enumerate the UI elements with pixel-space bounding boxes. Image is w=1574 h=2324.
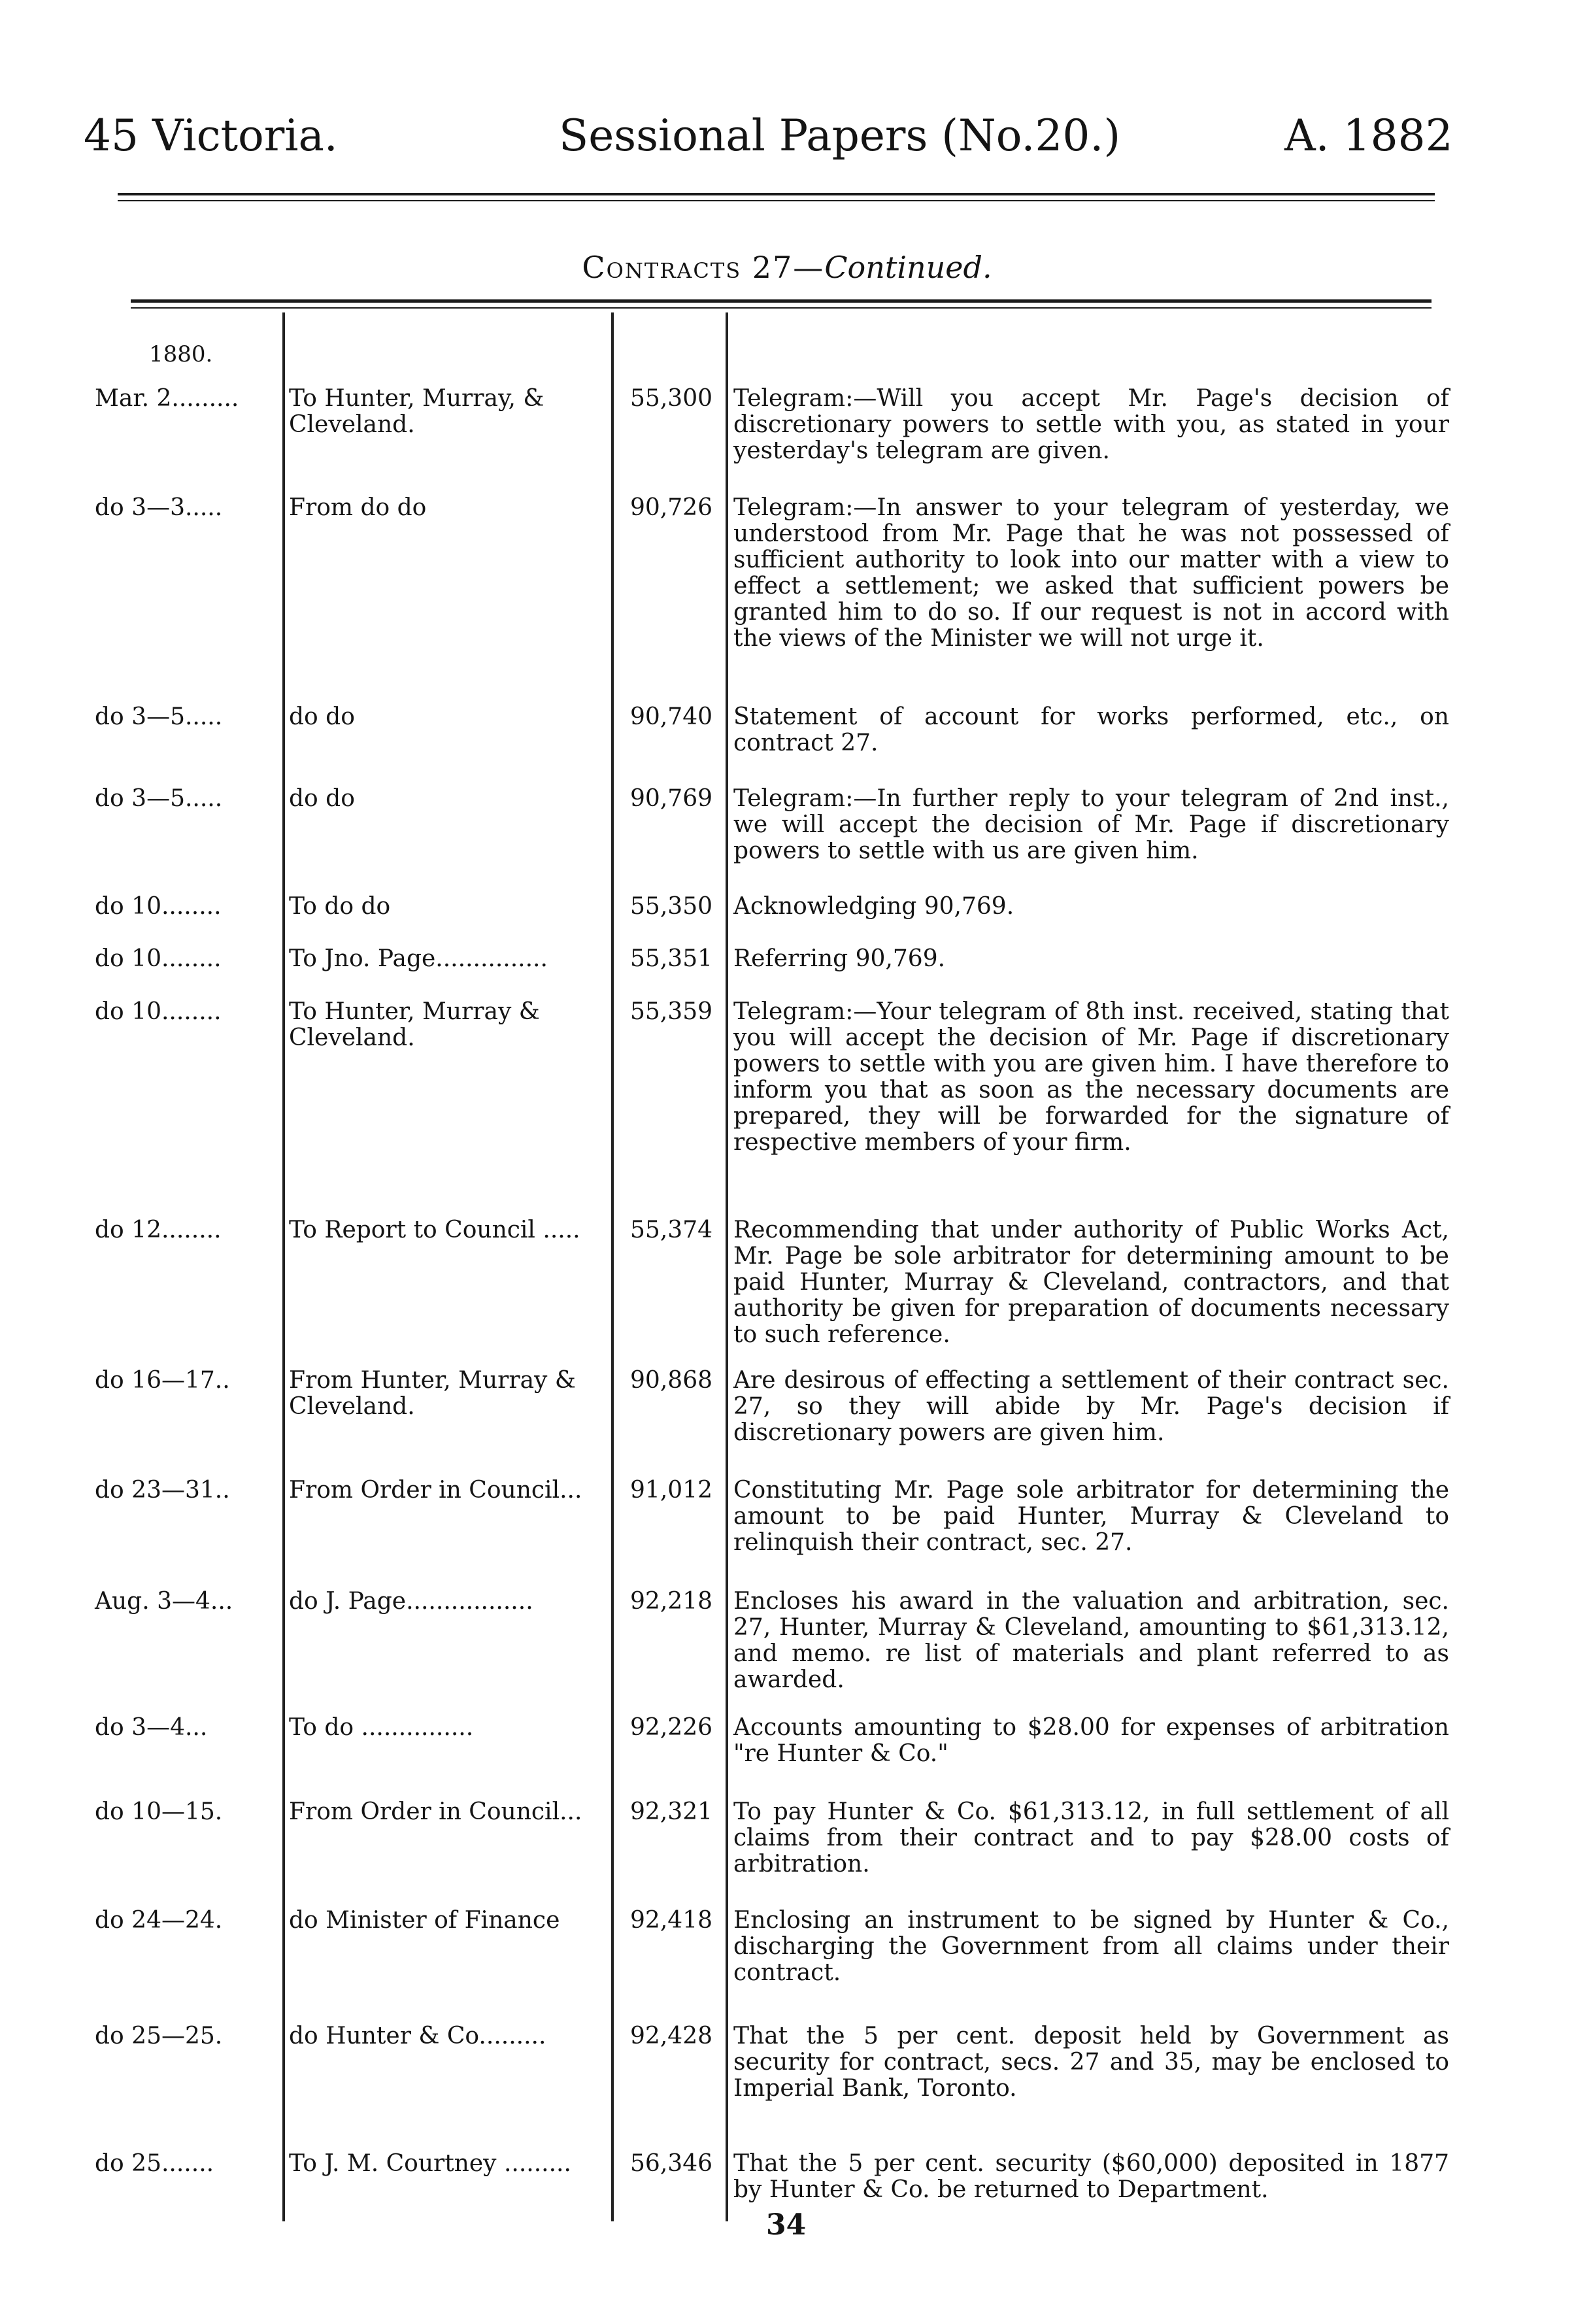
entry-description: Encloses his award in the valuation and arbitration, sec. 27, Hunter, Murray & Cleveland, amounting to $61,313.12, and memo. re list of materials and plant referred to as awarded.: [733, 1588, 1449, 1693]
entry-description: Are desirous of effecting a settlement of their contract sec. 27, so they will abide by Mr. Page's decision if discretionary powers are given him.: [733, 1367, 1449, 1446]
entry-date: do 23—31..: [95, 1477, 230, 1504]
year-label: 1880.: [149, 341, 213, 367]
entry-number: 90,726: [630, 494, 712, 521]
entry-number: 92,218: [630, 1588, 712, 1615]
entry-number: 55,300: [630, 385, 712, 412]
entry-description: Telegram:—Your telegram of 8th inst. received, stating that you will accept the decision of Mr. Page if discretionary powers to settle with you are given him. I have therefore to inform you that as soon as the necessary documents are prepared, they will be forwarded for the signature of respective members of your firm.: [733, 998, 1449, 1156]
entry-date: do 10........: [95, 945, 222, 972]
section-title: [0, 250, 1574, 285]
entry-date: Aug. 3—4...: [95, 1588, 233, 1615]
entry-description: Enclosing an instrument to be signed by Hunter & Co., discharging the Government from all claims under their contract.: [733, 1907, 1449, 1986]
entry-date: do 3—3.....: [95, 494, 223, 521]
entry-date: do 10........: [95, 998, 222, 1025]
entry-date: do 3—4...: [95, 1714, 208, 1741]
entry-date: do 10........: [95, 893, 222, 920]
entry-description: Statement of account for works performed, etc., on contract 27.: [733, 703, 1449, 756]
column-divider-1: [282, 312, 285, 2221]
entry-number: 90,868: [630, 1367, 712, 1394]
entry-date: do 25.......: [95, 2150, 214, 2177]
entry-description: That the 5 per cent. security ($60,000) deposited in 1877 by Hunter & Co. be returned to Department.: [733, 2150, 1449, 2203]
section-title-caps: Contracts 27—: [582, 250, 825, 285]
entry-party: From Hunter, Murray & Cleveland.: [289, 1367, 576, 1420]
table-top-rule-thin: [131, 307, 1432, 309]
entry-party: From Order in Council...: [289, 1798, 582, 1825]
entry-description: Telegram:—Will you accept Mr. Page's decision of discretionary powers to settle with you, as stated in your yesterday's telegram are given.: [733, 385, 1449, 464]
entry-description: To pay Hunter & Co. $61,313.12, in full settlement of all claims from their contract and to pay $28.00 costs of arbitration.: [733, 1798, 1449, 1878]
entry-party: To Hunter, Murray, & Cleveland.: [289, 385, 544, 438]
entry-date: do 16—17..: [95, 1367, 230, 1394]
entry-number: 91,012: [630, 1477, 712, 1504]
entry-number: 90,740: [630, 703, 712, 730]
page-number: 34: [766, 2208, 807, 2242]
entry-number: 90,769: [630, 785, 712, 812]
entry-description: Recommending that under authority of Public Works Act, Mr. Page be sole arbitrator for determining amount to be paid Hunter, Murray & Cleveland, contractors, and that authority be given for preparation of documents necessary to such reference.: [733, 1217, 1449, 1348]
entry-description: Telegram:—In answer to your telegram of yesterday, we understood from Mr. Page that he was not possessed of sufficient authority to look into our matter with a view to effect a settlement; we asked that sufficient powers be granted him to do so. If our request is not in accord with the views of the Minister we will not urge it.: [733, 494, 1449, 652]
entry-date: do 3—5.....: [95, 703, 223, 730]
entry-description: Constituting Mr. Page sole arbitrator for determining the amount to be paid Hunter, Murray & Cleveland to relinquish their contract, sec. 27.: [733, 1477, 1449, 1556]
header-center: Sessional Papers (No.20.): [559, 110, 1121, 161]
entry-number: 56,346: [630, 2150, 712, 2177]
header-right: A. 1882: [1284, 110, 1453, 161]
entry-description: Acknowledging 90,769.: [733, 893, 1014, 920]
header-left: 45 Victoria.: [84, 110, 338, 161]
entry-number: 55,374: [630, 1217, 712, 1243]
entry-party: To Hunter, Murray & Cleveland.: [289, 998, 540, 1051]
entry-description: That the 5 per cent. deposit held by Government as security for contract, secs. 27 and 35, may be enclosed to Imperial Bank, Toronto.: [733, 2023, 1449, 2102]
column-divider-2: [611, 312, 614, 2221]
header-rule-top: [118, 193, 1435, 195]
entry-party: To Jno. Page...............: [289, 945, 548, 972]
entry-number: 92,226: [630, 1714, 712, 1741]
entry-date: do 25—25.: [95, 2023, 223, 2049]
entry-number: 92,418: [630, 1907, 712, 1934]
entry-party: To J. M. Courtney .........: [289, 2150, 571, 2177]
entry-party: From do do: [289, 494, 427, 521]
entry-party: do J. Page.................: [289, 1588, 533, 1615]
entry-date: do 12........: [95, 1217, 222, 1243]
section-title-italic: Continued.: [824, 250, 992, 285]
header-rule-bottom: [118, 200, 1435, 201]
entry-number: 92,321: [630, 1798, 712, 1825]
entry-date: do 24—24.: [95, 1907, 223, 1934]
entry-party: To do do: [289, 893, 391, 920]
entry-description: Telegram:—In further reply to your telegram of 2nd inst., we will accept the decision of Mr. Page if discretionary powers to settle with us are given him.: [733, 785, 1449, 864]
entry-party: do do: [289, 703, 355, 730]
entry-number: 92,428: [630, 2023, 712, 2049]
entry-number: 55,351: [630, 945, 712, 972]
entry-description: Referring 90,769.: [733, 945, 946, 972]
entry-party: do Minister of Finance: [289, 1907, 560, 1934]
entry-party: From Order in Council...: [289, 1477, 582, 1504]
entry-number: 55,359: [630, 998, 712, 1025]
entry-party: do do: [289, 785, 355, 812]
entry-date: do 3—5.....: [95, 785, 223, 812]
entry-date: do 10—15.: [95, 1798, 223, 1825]
entry-party: To do ...............: [289, 1714, 474, 1741]
column-divider-3: [726, 312, 728, 2221]
entry-number: 55,350: [630, 893, 712, 920]
table-top-rule: [131, 299, 1432, 303]
entry-party: To Report to Council .....: [289, 1217, 580, 1243]
entry-description: Accounts amounting to $28.00 for expenses of arbitration "re Hunter & Co.": [733, 1714, 1449, 1767]
entry-party: do Hunter & Co.........: [289, 2023, 546, 2049]
entry-date: Mar. 2.........: [95, 385, 239, 412]
